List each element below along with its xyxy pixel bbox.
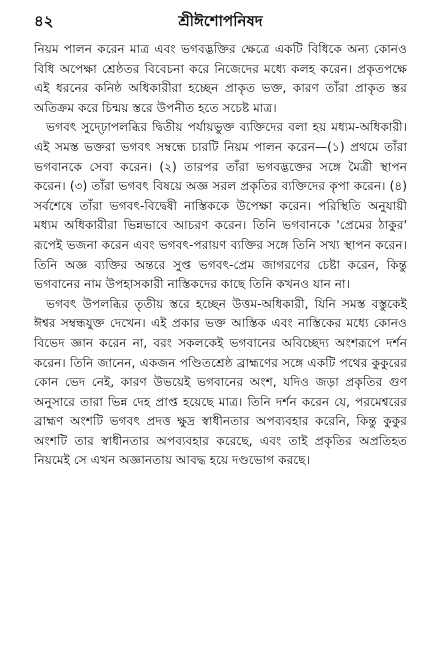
paragraph: ভগবৎ উপলব্ধির তৃতীয় স্তরে হচ্ছেন উত্তম-অধিকারী, যিনি সমস্ত বস্তুকেই ঈশ্বর সম্বন্ধযুক্ত দেখেন। এই প্রকার ভক্ত আস্তিক এবং নাস্তিকের মধ্যে কোনও বিভেদ জ্ঞান করেন না, বরং সকলকেই ভগবানের অবিচ্ছেদ্য অংশরূপে দর্শন করেন। তিনি জানেন, একজন পণ্ডিতশ্রেষ্ঠ ব্রাহ্মণের সঙ্গে একটি পথের কুকুরের কোন ভেদ নেই, কারণ উভয়েই ভগবানের অংশ, যদিও জড়া প্রকৃতির গুণ অনুসারে তারা ভিন্ন দেহ প্রাপ্ত হয়েছে মাত্র। তিনি দর্শন করেন যে, পরমেশ্বরের ব্রাহ্মণ অংশটি ভগবৎ প্রদত্ত ক্ষুদ্র স্বাধীনতার অপব্যবহার করেনি, কিন্তু কুকুর অংশটি তার স্বাধীনতার অপব্যবহার করেছে, এবং তাই প্রকৃতির অপ্রতিহত নিয়মেই সে এখন অজ্ঞানতায় আবদ্ধ হয়ে দণ্ডভোগ করছে।: [34, 296, 407, 468]
page-header: [34, 8, 407, 34]
paragraph: ভগবৎ সুদ্ঢ়োপলব্ধির দ্বিতীয় পর্যায়ভুক্ত ব্যক্তিদের বলা হয় মধ্যম-অধিকারী। এই সমস্ত ভক্তরা ভগবৎ সম্বন্ধে চারটি নিয়ম পালন করেন—(১) প্রথমে তাঁরা ভগবানকে সেবা করেন। (২) তারপর তাঁরা ভগবদ্ভক্তের সঙ্গে মৈত্রী স্থাপন করেন। (৩) তাঁরা ভগবৎ বিষয়ে অজ্ঞ সরল প্রকৃতির ব্যক্তিদের কৃপা করেন। (৪) সর্বশেষে তাঁরা ভগবৎ-বিদ্বেষী নাস্তিককে উপেক্ষা করেন। পরিস্থিতি অনুযায়ী মধ্যম অধিকারীরা ভিন্নভাবে আচরণ করেন। তিনি ভগবানকে 'প্রেমের ঠাকুর' রূপেই ভজনা করেন এবং ভগবৎ-পরায়ণ ব্যক্তির সঙ্গে তিনি সখ্য স্থাপন করেন। তিনি অজ্ঞ ব্যক্তির অন্তরে সুপ্ত ভগবৎ-প্রেম জাগরণের চেষ্টা করেন, কিন্তু ভগবানের নাম উপহাসকারী নাস্তিকদের কাছে তিনি কখনও যান না।: [34, 120, 407, 292]
page-number: ৪২: [34, 12, 54, 30]
paragraph: নিয়ম পালন করেন মাত্র এবং ভগবদ্ভক্তির ক্ষেত্রে একটি বিধিকে অন্য কোনও বিধি অপেক্ষা শ্রেষ্ঠতর বিবেচনা করে নিজেদের মধ্যে কলহ করেন। প্রকৃতপক্ষে এই ধরনের কনিষ্ঠ অধিকারীরা হচ্ছেন প্রাকৃত ভক্ত, কারণ তাঁরা প্রাকৃত স্তর অতিক্রম করে চিন্ময় স্তরে উপনীত হতে সচেষ্ট মাত্র।: [34, 42, 407, 115]
running-title: শ্রীঈশোপনিষদ: [178, 12, 263, 30]
body-text: [34, 40, 407, 471]
